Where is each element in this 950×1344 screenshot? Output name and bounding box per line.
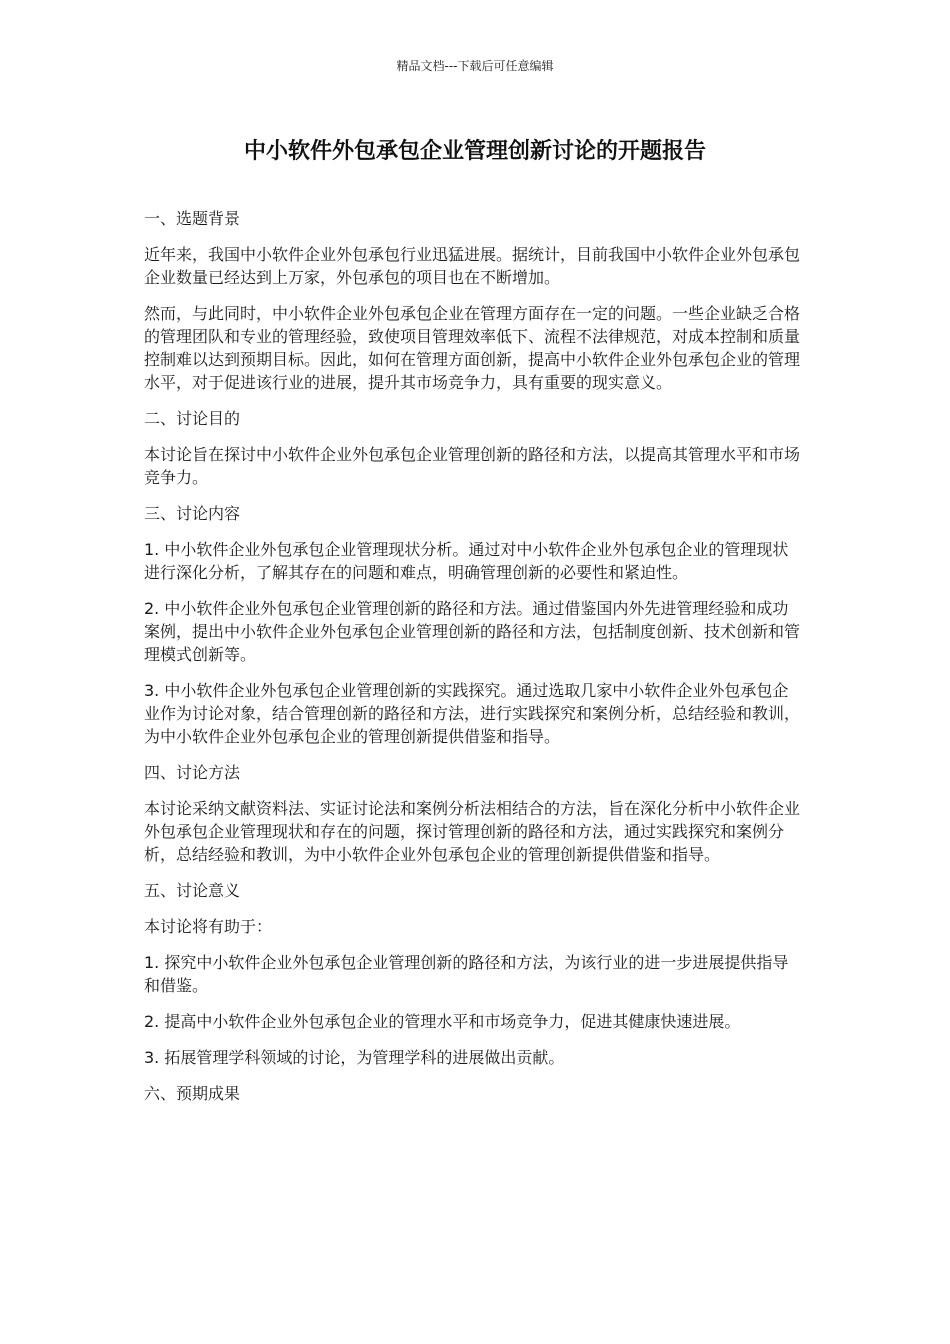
section-heading-significance: 五、讨论意义 xyxy=(144,881,241,900)
section-heading-content: 三、讨论内容 xyxy=(144,504,241,523)
list-item: 1. 探究中小软件企业外包承包企业管理创新的路径和方法，为该行业的进一步进展提供指导和借鉴。 xyxy=(144,953,789,995)
section-heading-method: 四、讨论方法 xyxy=(144,763,241,782)
paragraph: 本讨论将有助于： xyxy=(144,917,273,936)
section-heading-background: 一、选题背景 xyxy=(144,209,241,228)
list-item: 3. 中小软件企业外包承包企业管理创新的实践探究。通过选取几家中小软件企业外包承包企业作为讨论对象，结合管理创新的路径和方法，进行实践探究和案例分析，总结经验和教训，为中小软件企业外包承包企业的管理创新提供借鉴和指导。 xyxy=(144,681,801,746)
document-title: 中小软件外包承包企业管理创新讨论的开题报告 xyxy=(243,139,706,164)
paragraph: 然而，与此同时，中小软件企业外包承包企业在管理方面存在一定的问题。一些企业缺乏合格的管理团队和专业的管理经验，致使项目管理效率低下、流程不法律规范，对成本控制和质量控制难以达到预期目标。因此，如何在管理方面创新，提高中小软件企业外包承包企业的管理水平，对于促进该行业的进展，提升其市场竞争力，具有重要的现实意义。 xyxy=(144,304,801,392)
list-item: 2. 中小软件企业外包承包企业管理创新的路径和方法。通过借鉴国内外先进管理经验和成功案例，提出中小软件企业外包承包企业管理创新的路径和方法，包括制度创新、技术创新和管理模式创新等。 xyxy=(144,599,801,664)
paragraph: 近年来，我国中小软件企业外包承包行业迅猛进展。据统计，目前我国中小软件企业外包承包企业数量已经达到上万家，外包承包的项目也在不断增加。 xyxy=(144,245,801,287)
section-heading-purpose: 二、讨论目的 xyxy=(144,409,241,428)
list-item: 1. 中小软件企业外包承包企业管理现状分析。通过对中小软件企业外包承包企业的管理现状进行深化分析，了解其存在的问题和难点，明确管理创新的必要性和紧迫性。 xyxy=(144,540,789,582)
document-body xyxy=(144,207,800,1118)
paragraph: 本讨论旨在探讨中小软件企业外包承包企业管理创新的路径和方法，以提高其管理水平和市场竞争力。 xyxy=(144,445,801,487)
list-item: 3. 拓展管理学科领域的讨论，为管理学科的进展做出贡献。 xyxy=(144,1048,565,1067)
paragraph: 本讨论采纳文献资料法、实证讨论法和案例分析法相结合的方法，旨在深化分析中小软件企业外包承包企业管理现状和存在的问题，探讨管理创新的路径和方法，通过实践探究和案例分析，总结经验和教训，为中小软件企业外包承包企业的管理创新提供借鉴和指导。 xyxy=(144,799,801,864)
section-heading-expected-results: 六、预期成果 xyxy=(144,1084,241,1103)
list-item: 2. 提高中小软件企业外包承包企业的管理水平和市场竞争力，促进其健康快速进展。 xyxy=(144,1012,741,1031)
page-header: 精品文档---下载后可任意编辑 xyxy=(396,59,554,73)
